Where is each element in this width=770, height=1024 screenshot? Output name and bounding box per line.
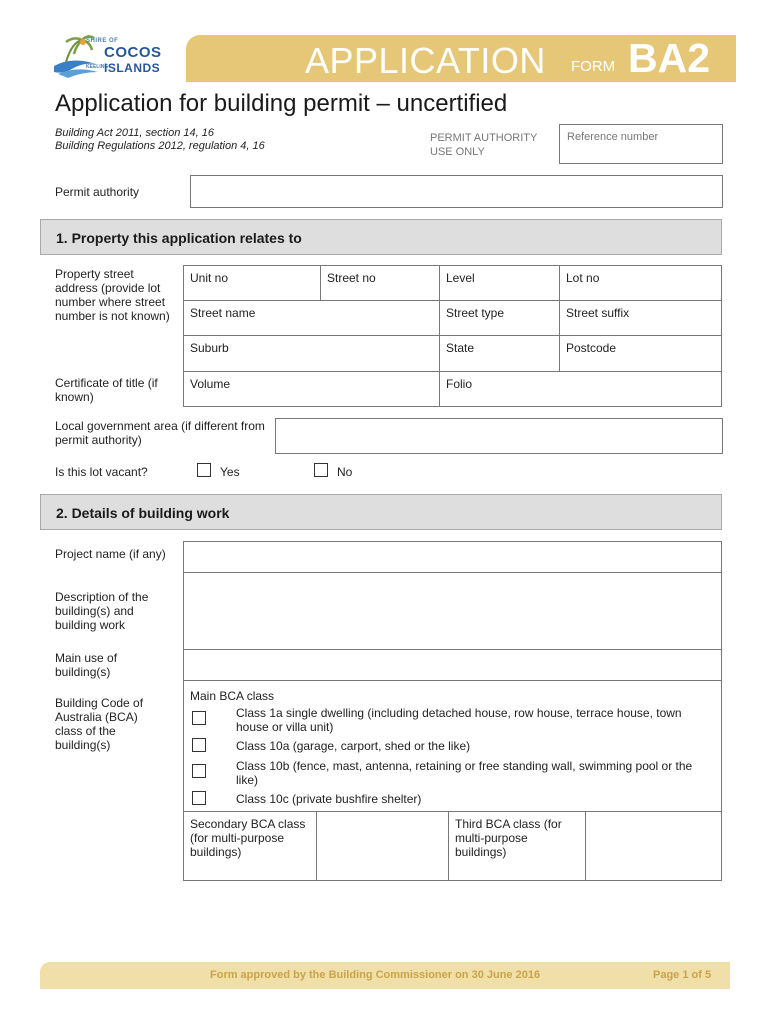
street-suffix-field[interactable] bbox=[559, 300, 722, 336]
volume-field[interactable] bbox=[183, 371, 440, 407]
street-name-field[interactable] bbox=[183, 300, 440, 336]
lga-field[interactable] bbox=[275, 418, 723, 454]
lot-no-label: Lot no bbox=[566, 271, 600, 285]
class-10a-checkbox[interactable] bbox=[192, 738, 206, 752]
logo-shire-of: SHIRE OF bbox=[86, 38, 119, 44]
certificate-of-title-label: Certificate of title (if known) bbox=[55, 376, 158, 404]
property-address-label: Property street address (provide lot number where street number is not known) bbox=[55, 267, 170, 323]
level-field[interactable] bbox=[439, 265, 560, 301]
street-no-label: Street no bbox=[327, 271, 376, 285]
class-1a-checkbox[interactable] bbox=[192, 711, 206, 725]
state-label: State bbox=[446, 341, 475, 355]
section-2-heading: 2. Details of building work bbox=[56, 505, 230, 521]
vacant-no-label: No bbox=[337, 465, 353, 479]
class-10c-label: Class 10c (private bushfire shelter) bbox=[236, 792, 422, 806]
state-field[interactable] bbox=[439, 335, 560, 372]
description-label: Description of the building(s) and building work bbox=[55, 590, 149, 632]
class-10b-label: Class 10b (fence, mast, antenna, retaining or free standing wall, swimming pool or the like) bbox=[236, 759, 693, 787]
unit-no-field[interactable] bbox=[183, 265, 321, 301]
description-field[interactable] bbox=[183, 572, 722, 650]
volume-label: Volume bbox=[190, 377, 231, 391]
logo-islands: ISLANDS bbox=[104, 61, 161, 75]
secondary-bca-label-cell bbox=[183, 811, 317, 881]
postcode-field[interactable] bbox=[559, 335, 722, 372]
permit-authority-field[interactable] bbox=[190, 175, 723, 208]
permit-authority-label: Permit authority bbox=[55, 185, 140, 199]
section-2-header bbox=[40, 494, 722, 530]
class-1a-label: Class 1a single dwelling (including detached house, row house, terrace house, town house or villa unit) bbox=[236, 706, 682, 734]
bca-class-label: Building Code of Australia (BCA) class of the building(s) bbox=[55, 696, 144, 752]
main-use-field[interactable] bbox=[183, 649, 722, 681]
folio-field[interactable] bbox=[439, 371, 722, 407]
legislation-ref-2: Building Regulations 2012, regulation 4, 16 bbox=[55, 140, 265, 152]
vacant-no-checkbox[interactable] bbox=[314, 463, 328, 477]
street-type-label: Street type bbox=[446, 306, 505, 320]
level-label: Level bbox=[446, 271, 475, 285]
page-number: Page 1 of 5 bbox=[653, 969, 712, 981]
street-type-field[interactable] bbox=[439, 300, 560, 336]
lot-vacant-label: Is this lot vacant? bbox=[55, 465, 148, 479]
banner-application: APPLICATION bbox=[305, 40, 546, 81]
secondary-bca-label: Secondary BCA class (for multi-purpose buildings) bbox=[190, 817, 306, 859]
reference-number-field[interactable] bbox=[559, 124, 723, 164]
suburb-field[interactable] bbox=[183, 335, 440, 372]
main-bca-class-label: Main BCA class bbox=[190, 689, 275, 703]
banner-form-label: FORM bbox=[571, 58, 616, 75]
vacant-yes-checkbox[interactable] bbox=[197, 463, 211, 477]
footer-approval: Form approved by the Building Commissioner on 30 June 2016 bbox=[210, 969, 541, 981]
third-bca-label: Third BCA class (for multi-purpose buildings) bbox=[455, 817, 562, 859]
secondary-bca-field[interactable] bbox=[316, 811, 449, 881]
permit-authority-use-only: PERMIT AUTHORITY USE ONLY bbox=[430, 132, 538, 158]
street-suffix-label: Street suffix bbox=[566, 306, 630, 320]
class-10a-label: Class 10a (garage, carport, shed or the like) bbox=[236, 739, 471, 753]
lga-label: Local government area (if different from permit authority) bbox=[55, 419, 265, 447]
street-name-label: Street name bbox=[190, 306, 256, 320]
reference-number-label: Reference number bbox=[567, 131, 659, 143]
class-10b-checkbox[interactable] bbox=[192, 764, 206, 778]
vacant-yes-label: Yes bbox=[220, 465, 240, 479]
third-bca-label-cell bbox=[448, 811, 586, 881]
page-title: Application for building permit – uncertified bbox=[55, 90, 508, 117]
section-1-heading: 1. Property this application relates to bbox=[56, 230, 302, 246]
banner-form-code: BA2 bbox=[628, 35, 711, 81]
project-name-field[interactable] bbox=[183, 541, 722, 573]
suburb-label: Suburb bbox=[190, 341, 229, 355]
unit-no-label: Unit no bbox=[190, 271, 229, 285]
legislation-ref-1: Building Act 2011, section 14, 16 bbox=[55, 127, 214, 139]
street-no-field[interactable] bbox=[320, 265, 440, 301]
logo-keeling: KEELING bbox=[86, 64, 109, 70]
third-bca-field[interactable] bbox=[585, 811, 722, 881]
lot-no-field[interactable] bbox=[559, 265, 722, 301]
class-10c-checkbox[interactable] bbox=[192, 791, 206, 805]
project-name-label: Project name (if any) bbox=[55, 547, 166, 561]
folio-label: Folio bbox=[446, 377, 473, 391]
main-use-label: Main use of building(s) bbox=[55, 651, 118, 679]
section-1-header bbox=[40, 219, 722, 255]
logo-cocos: COCOS bbox=[104, 44, 162, 61]
postcode-label: Postcode bbox=[566, 341, 617, 355]
